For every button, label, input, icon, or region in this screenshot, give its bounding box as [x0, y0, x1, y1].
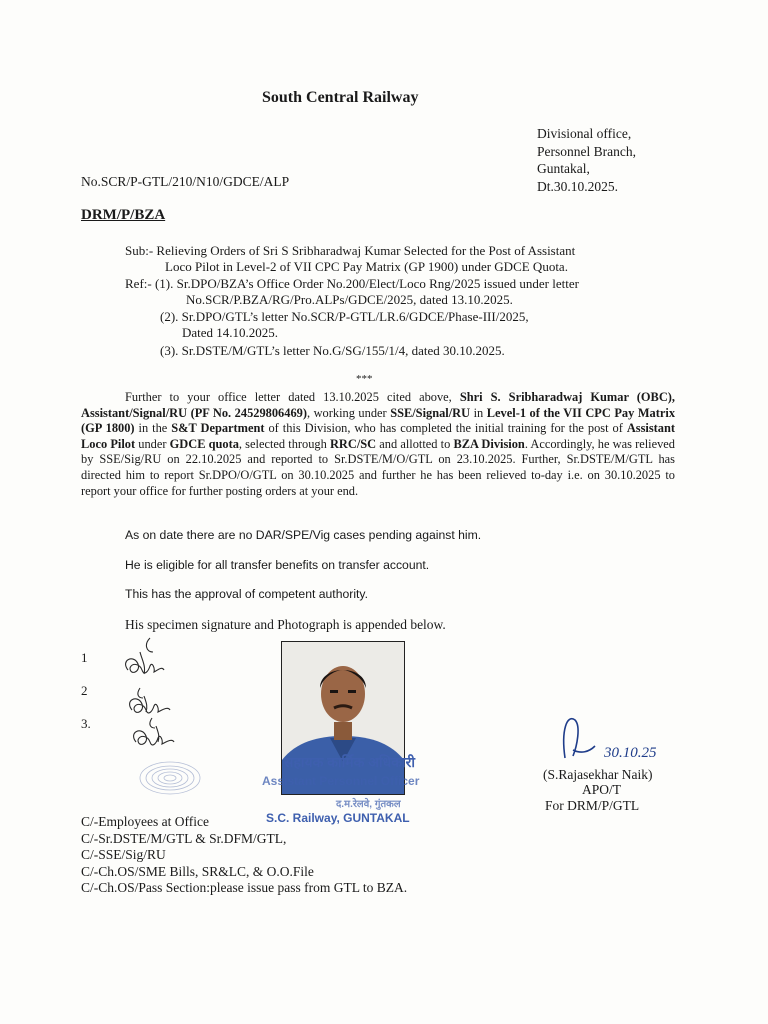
- reference-1-line-2: No.SCR/P.BZA/RG/Pro.ALPs/GDCE/2025, dated 13.10.2025.: [186, 292, 513, 307]
- reference-2-line-1: (2). Sr.DPO/GTL’s letter No.SCR/P-GTL/LR.6/GDCE/Phase-III/2025,: [160, 309, 529, 324]
- reference-number: No.SCR/P-GTL/210/N10/GDCE/ALP: [81, 174, 290, 189]
- text: , working under: [306, 405, 391, 420]
- stamp-railway: S.C. Railway, GUNTAKAL: [266, 811, 410, 825]
- specimen-number: 3.: [81, 716, 91, 731]
- department: S&T Department: [171, 421, 265, 436]
- text: under: [135, 436, 170, 451]
- eligibility-statement: He is eligible for all transfer benefits on transfer account.: [125, 558, 430, 572]
- post: Assistant Loco Pilot: [81, 421, 676, 451]
- text: . Accordingly, he was relieved by SSE/Sig/RU on 22.10.2025 and reported to Sr.DSTE/M/O/GTL on 23.10.2025. Further, Sr.DSTE/M/GTL has directed him to report Sr.DPO/O/GTL on 30.10.2025 and further he has been relieved to-day i.e. on 30.10.2025 to report your office for further posting orders at your end.: [81, 436, 675, 498]
- employee-details: Shri S. Sribharadwaj Kumar (OBC), Assistant/Signal/RU (PF No. 24529806469): [81, 390, 675, 420]
- specimen-signatures: [110, 630, 210, 810]
- text: in the: [134, 421, 172, 436]
- signatory-designation: APO/T: [582, 782, 622, 797]
- copy-item: C/-Ch.OS/Pass Section:please issue pass from GTL to BZA.: [81, 880, 408, 895]
- text: of this Division, who has completed the initial training for the post of: [264, 421, 627, 436]
- copy-item: C/-Employees at Office: [81, 814, 209, 829]
- dar-statement: As on date there are no DAR/SPE/Vig cases pending against him.: [125, 528, 482, 542]
- signature-2: [130, 688, 170, 713]
- signature-3: [134, 718, 174, 745]
- handwritten-date: 30.10.25: [604, 745, 657, 761]
- copy-item: C/-SSE/Sig/RU: [81, 847, 166, 862]
- letter-date: Dt.30.10.2025.: [537, 178, 618, 194]
- office-line: Guntakal,: [537, 161, 590, 176]
- separator: ***: [356, 373, 373, 385]
- addressee: DRM/P/BZA: [81, 207, 166, 223]
- stamp-officer-title: Assistant Personnel Officer: [262, 774, 420, 788]
- reference-2-line-2: Dated 14.10.2025.: [182, 325, 279, 340]
- pay-level: Level-1 of the VII CPC Pay Matrix (GP 1800): [81, 405, 676, 436]
- office-line: Divisional office,: [537, 126, 632, 141]
- office-line: Personnel Branch,: [537, 143, 636, 159]
- quota: GDCE quota: [169, 436, 239, 451]
- text: Further to your office letter dated 13.10.2025 cited above,: [125, 390, 460, 404]
- text: in: [470, 405, 487, 420]
- division: BZA Division: [453, 436, 525, 451]
- copy-item: C/-Sr.DSTE/M/GTL & Sr.DFM/GTL,: [81, 830, 287, 846]
- approval-statement: This has the approval of competent authority.: [125, 587, 368, 601]
- body-paragraph: [81, 390, 675, 499]
- specimen-statement: His specimen signature and Photograph is appended below.: [125, 617, 446, 632]
- org-title: South Central Railway: [262, 89, 419, 106]
- specimen-number: 2: [81, 683, 88, 698]
- subject-line-2: Loco Pilot in Level-2 of VII CPC Pay Matrix (GP 1900) under GDCE Quota.: [165, 259, 568, 274]
- office-address: [537, 125, 636, 195]
- signature-1: [126, 638, 164, 674]
- signatory-for: For DRM/P/GTL: [545, 798, 640, 813]
- copy-list: [81, 814, 407, 897]
- specimen-number: 1: [81, 650, 88, 665]
- text: , selected through: [238, 436, 330, 451]
- subject-line-1: Sub:- Relieving Orders of Sri S Sribharadwaj Kumar Selected for the Post of Assistant: [125, 243, 576, 258]
- selection-body: RRC/SC: [329, 436, 377, 451]
- text: and allotted to: [376, 436, 454, 451]
- unit: SSE/Signal/RU: [390, 405, 471, 420]
- stamp-hindi-title: सहायक कार्मिक अधिकारी: [284, 754, 415, 770]
- reference-3: (3). Sr.DSTE/M/GTL’s letter No.G/SG/155/1/4, dated 30.10.2025.: [160, 343, 505, 358]
- signatory-name: (S.Rajasekhar Naik): [543, 767, 653, 782]
- copy-item: C/-Ch.OS/SME Bills, SR&LC, & O.O.File: [81, 863, 314, 879]
- stamp-hindi-railway: द.म.रेलवे, गुंतकल: [336, 799, 401, 810]
- thumb-impression: [140, 762, 200, 794]
- reference-1-line-1: Ref:- (1). Sr.DPO/BZA’s Office Order No.200/Elect/Loco Rng/2025 issued under letter: [125, 276, 579, 291]
